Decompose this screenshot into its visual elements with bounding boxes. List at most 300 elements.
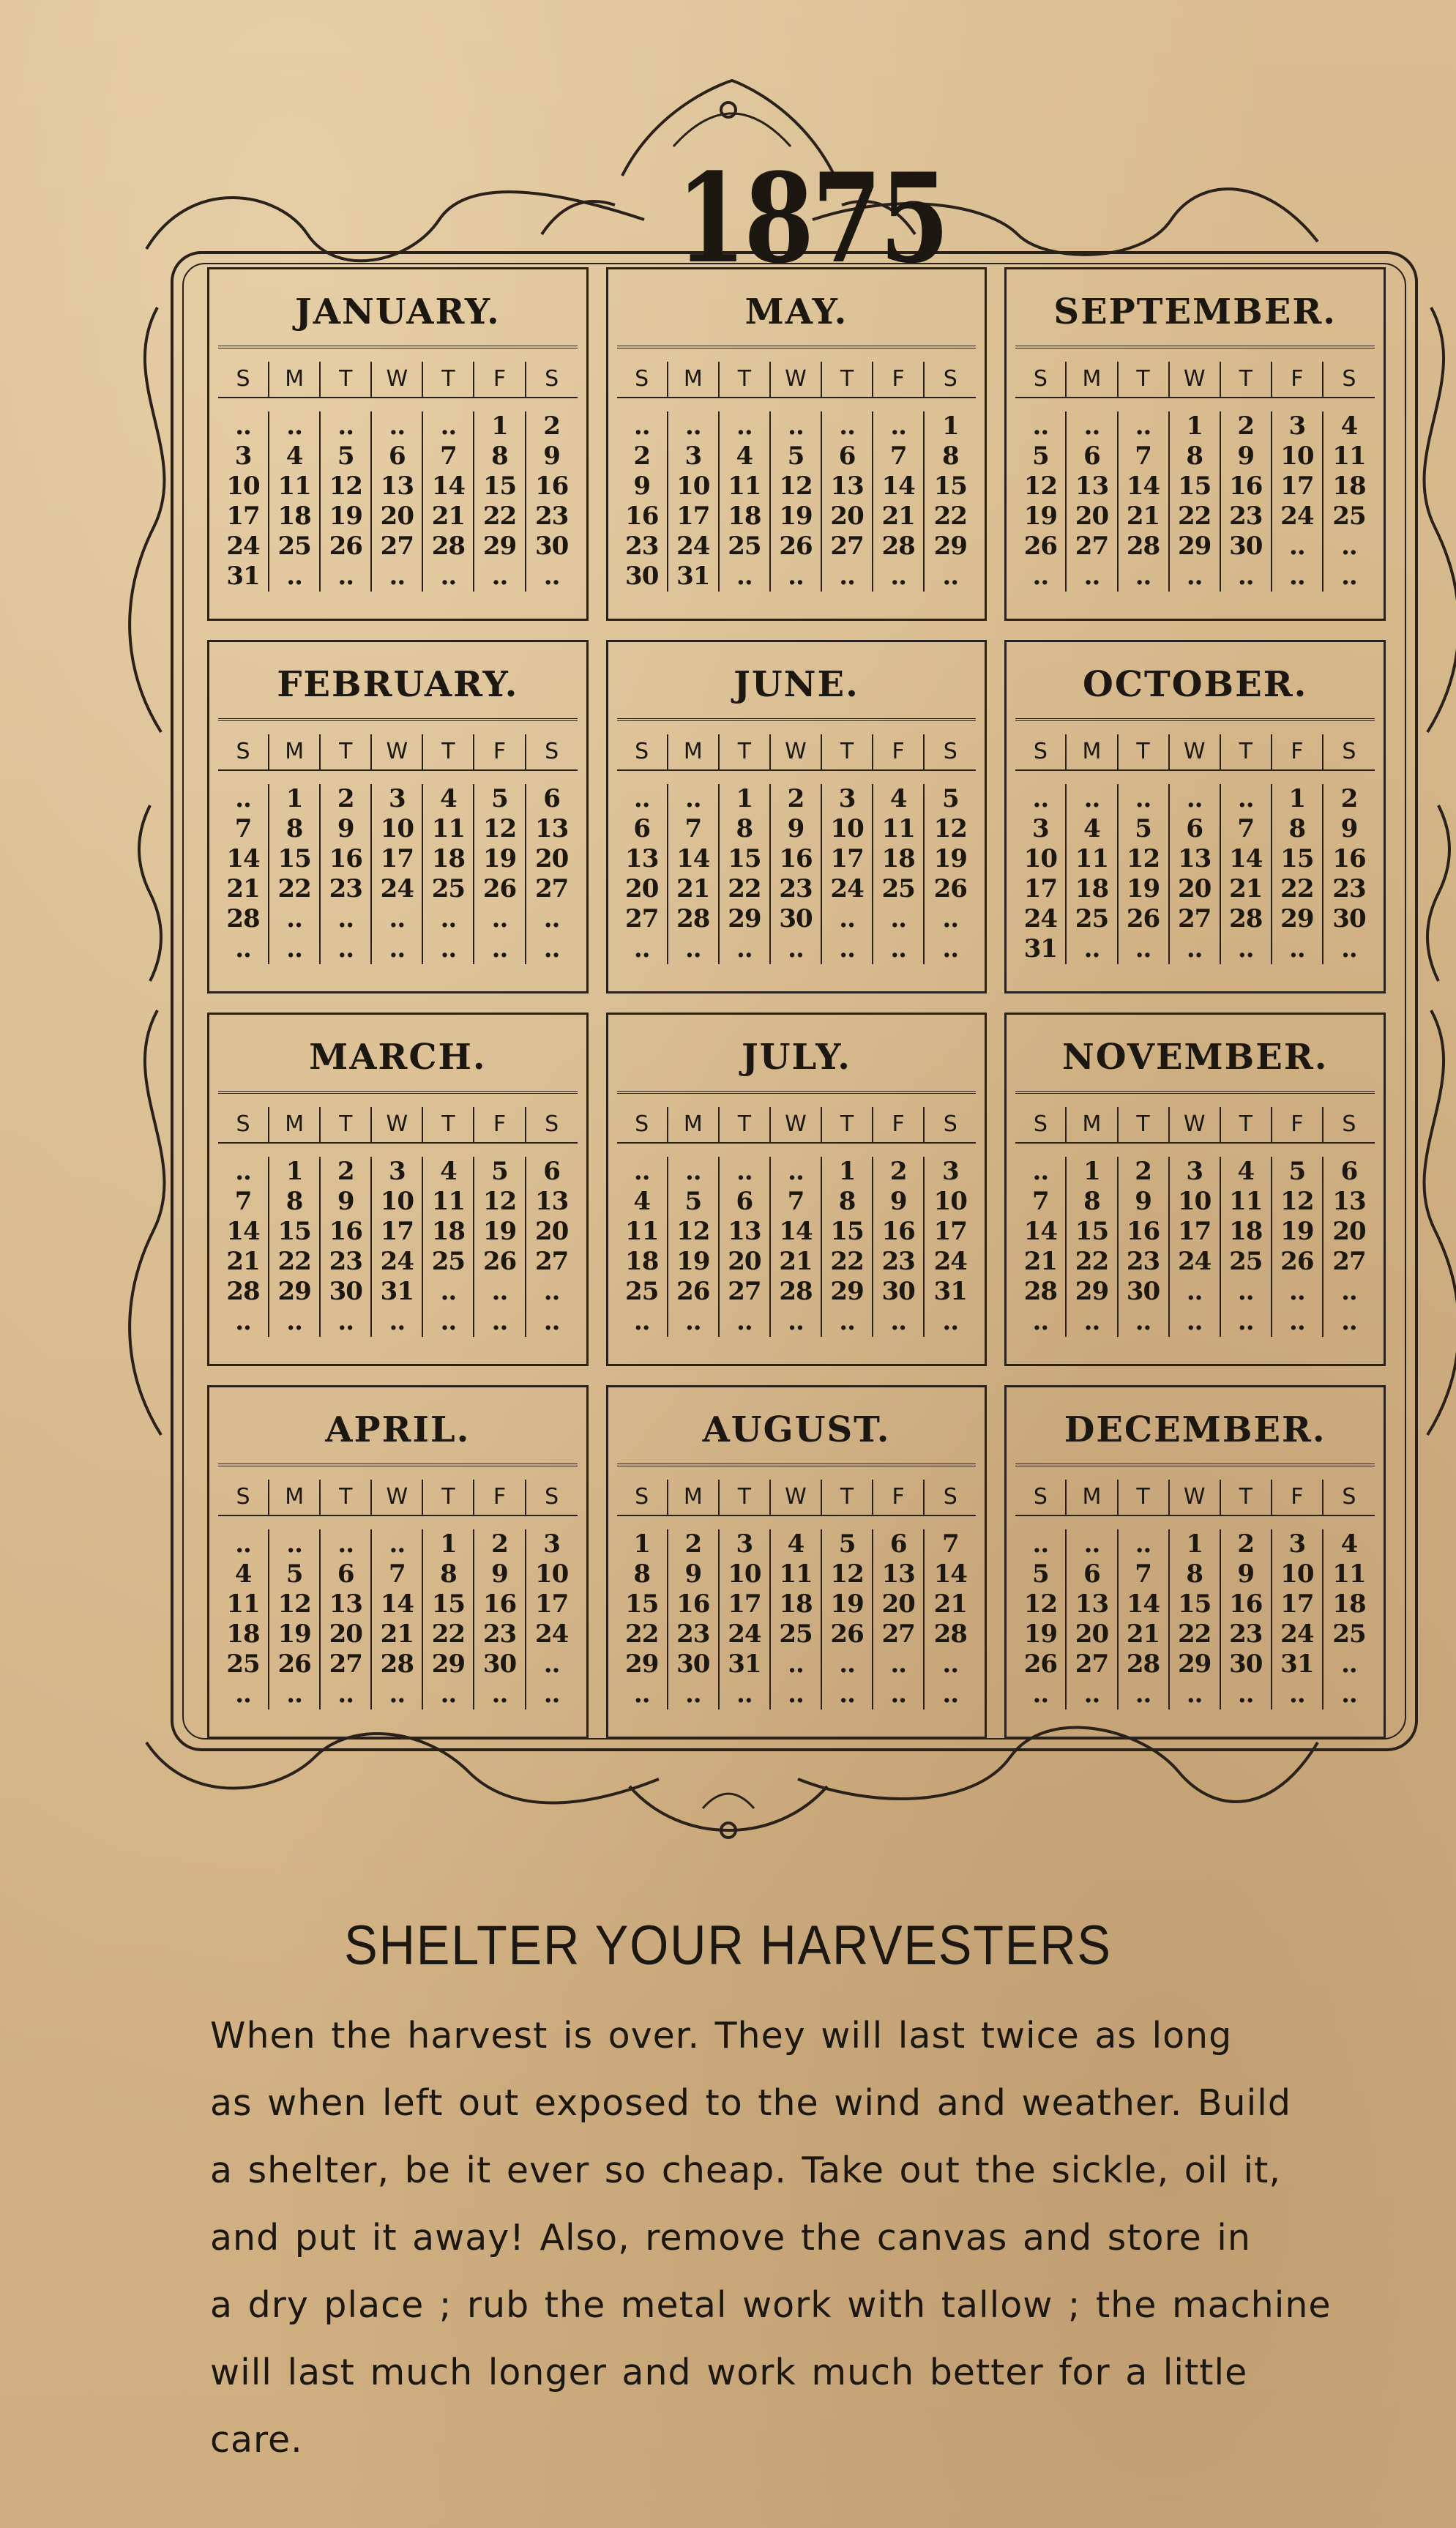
day-cell: .. — [771, 1679, 822, 1709]
day-cell: .. — [1015, 1157, 1067, 1187]
weekday-header: T — [321, 1107, 372, 1144]
weekday-header: T — [720, 734, 771, 771]
day-cell: 26 — [668, 1277, 720, 1307]
day-cell: 17 — [1170, 1217, 1221, 1247]
day-cell: 2 — [873, 1157, 925, 1187]
weekday-header: T — [720, 1480, 771, 1516]
day-cell: 16 — [1221, 1589, 1272, 1619]
weekday-header: S — [1324, 734, 1375, 771]
day-cell: 7 — [1015, 1187, 1067, 1217]
day-cell: 31 — [1015, 934, 1067, 964]
day-cell: 21 — [218, 1247, 269, 1277]
day-cell: 14 — [873, 471, 925, 502]
weekday-header: F — [1272, 1480, 1324, 1516]
weekday-header: W — [771, 1107, 822, 1144]
day-cell: 30 — [668, 1649, 720, 1679]
ad-line: as when left out exposed to the wind and weather. Build — [210, 2082, 1291, 2124]
day-cell: 20 — [822, 502, 873, 532]
day-cell: .. — [372, 904, 423, 934]
day-cell: 28 — [1015, 1277, 1067, 1307]
day-cell: 22 — [1170, 1619, 1221, 1649]
day-cell: 5 — [1015, 441, 1067, 471]
day-cell: .. — [1170, 934, 1221, 964]
day-cell: 27 — [1067, 532, 1118, 562]
day-cell: 20 — [534, 844, 569, 873]
weekday-header: W — [372, 734, 423, 771]
month-december — [1004, 1385, 1386, 1739]
day-cell: 28 — [1119, 532, 1170, 562]
day-cell: 13 — [372, 471, 423, 502]
weekday-header: T — [1221, 1107, 1272, 1144]
day-cell: .. — [822, 1649, 873, 1679]
day-cell: 18 — [771, 1589, 822, 1619]
day-cell: .. — [1119, 1679, 1170, 1709]
day-cell: .. — [423, 411, 474, 441]
day-cell: 19 — [933, 844, 967, 873]
day-cell: 29 — [933, 532, 967, 561]
day-cell: 10 — [372, 814, 423, 844]
day-cell: .. — [423, 562, 474, 592]
week-row — [617, 1247, 977, 1277]
day-cell: 2 — [1119, 1157, 1170, 1187]
week-row — [218, 814, 578, 844]
week-row — [617, 874, 977, 904]
day-cell: 4 — [771, 1529, 822, 1559]
week-row — [1015, 814, 1375, 844]
day-cell: 2 — [1340, 784, 1358, 813]
day-cell: 19 — [668, 1247, 720, 1277]
day-cell: .. — [474, 904, 526, 934]
day-cell: .. — [668, 1679, 720, 1709]
day-cell: 25 — [1332, 502, 1366, 531]
day-cell: 22 — [617, 1619, 668, 1649]
day-cell: 20 — [534, 1217, 569, 1246]
day-cell: 7 — [1119, 441, 1170, 471]
day-cell: 12 — [771, 471, 822, 502]
day-cell: .. — [1341, 1649, 1357, 1679]
month-name: DECEMBER. — [1015, 1396, 1375, 1466]
weekday-header: F — [1272, 362, 1324, 398]
day-cell: 26 — [933, 874, 967, 903]
day-cell: 22 — [423, 1619, 474, 1649]
weekday-header-row — [617, 734, 977, 771]
day-cell: .. — [771, 411, 822, 441]
day-cell: 8 — [1067, 1187, 1118, 1217]
day-cell: 20 — [720, 1247, 771, 1277]
day-cell: 22 — [822, 1247, 873, 1277]
day-cell: 23 — [1221, 1619, 1272, 1649]
day-cell: .. — [1067, 411, 1118, 441]
day-cell: 10 — [1272, 441, 1324, 471]
weekday-header: W — [771, 1480, 822, 1516]
day-cell: .. — [873, 411, 925, 441]
week-row — [218, 874, 578, 904]
day-cell: .. — [942, 934, 959, 963]
day-cell: .. — [873, 1649, 925, 1679]
day-cell: 31 — [668, 562, 720, 592]
day-cell: 15 — [1272, 844, 1324, 874]
day-cell: 10 — [1015, 844, 1067, 874]
day-cell: 8 — [1170, 441, 1221, 471]
day-cell: 29 — [474, 532, 526, 562]
day-cell: .. — [1272, 562, 1324, 592]
day-cell: 3 — [1170, 1157, 1221, 1187]
day-cell: 9 — [474, 1559, 526, 1589]
week-row — [218, 1649, 578, 1679]
day-cell: 1 — [720, 784, 771, 814]
day-cell: 21 — [668, 874, 720, 904]
day-cell: 17 — [1015, 874, 1067, 904]
week-row — [1015, 844, 1375, 874]
weekday-header: F — [873, 362, 925, 398]
day-cell: 3 — [1015, 814, 1067, 844]
weekday-header-row — [617, 362, 977, 398]
months-grid — [207, 267, 1386, 1739]
day-cell: 16 — [873, 1217, 925, 1247]
day-cell: 15 — [423, 1589, 474, 1619]
month-november — [1004, 1013, 1386, 1366]
weekday-header: M — [668, 362, 720, 398]
day-cell: .. — [218, 1307, 269, 1337]
day-cell: .. — [1221, 1679, 1272, 1709]
day-cell: 24 — [218, 532, 269, 562]
week-row — [1015, 1529, 1375, 1559]
day-cell: .. — [771, 1307, 822, 1337]
day-cell: 1 — [941, 411, 959, 441]
day-cell: 27 — [534, 1247, 569, 1276]
day-cell: 2 — [668, 1529, 720, 1559]
day-cell: .. — [321, 934, 372, 964]
day-cell: 12 — [668, 1217, 720, 1247]
day-cell: .. — [269, 1307, 321, 1337]
day-cell: .. — [321, 1529, 372, 1559]
day-cell: .. — [1221, 1277, 1272, 1307]
day-cell: 18 — [720, 502, 771, 532]
day-cell: .. — [1341, 1307, 1357, 1336]
ad-line: care. — [210, 2419, 303, 2461]
day-cell: 16 — [1221, 471, 1272, 502]
day-cell: 5 — [941, 784, 959, 813]
week-row — [218, 562, 578, 592]
week-row — [617, 1157, 977, 1187]
day-cell: 12 — [321, 471, 372, 502]
day-cell: 9 — [1221, 441, 1272, 471]
day-cell: 29 — [269, 1277, 321, 1307]
day-cell: 23 — [771, 874, 822, 904]
weekday-header-row — [1015, 1480, 1375, 1516]
weekday-header-row — [218, 734, 578, 771]
day-cell: 5 — [822, 1529, 873, 1559]
day-cell: 8 — [1272, 814, 1324, 844]
day-cell: 6 — [543, 1157, 560, 1186]
day-cell: 6 — [720, 1187, 771, 1217]
weekday-header: M — [269, 362, 321, 398]
day-cell: 26 — [1015, 532, 1067, 562]
day-cell: 3 — [372, 1157, 423, 1187]
day-cell: .. — [617, 1307, 668, 1337]
day-cell: 21 — [1015, 1247, 1067, 1277]
day-cell: 21 — [873, 502, 925, 532]
day-cell: .. — [218, 1679, 269, 1709]
day-cell: .. — [873, 562, 925, 592]
day-cell: .. — [269, 411, 321, 441]
day-cell: 31 — [218, 562, 269, 592]
day-cell: 29 — [1272, 904, 1324, 934]
day-cell: 1 — [269, 1157, 321, 1187]
day-cell: 28 — [423, 532, 474, 562]
day-cell: 22 — [269, 1247, 321, 1277]
day-cell: 24 — [534, 1619, 569, 1649]
week-row — [1015, 1277, 1375, 1307]
day-cell: 14 — [1119, 1589, 1170, 1619]
day-cell: .. — [218, 1529, 269, 1559]
day-cell: 21 — [1119, 1619, 1170, 1649]
weeks — [1015, 1516, 1375, 1729]
day-cell: 2 — [543, 411, 560, 441]
day-cell: 3 — [543, 1529, 560, 1559]
day-cell: 27 — [372, 532, 423, 562]
day-cell: 22 — [1272, 874, 1324, 904]
weekday-header: S — [1324, 1480, 1375, 1516]
day-cell: 24 — [1272, 1619, 1324, 1649]
weekday-header: T — [822, 1480, 873, 1516]
week-row — [617, 502, 977, 532]
day-cell: 9 — [668, 1559, 720, 1589]
day-cell: 4 — [423, 784, 474, 814]
month-april — [207, 1385, 589, 1739]
weekday-header: S — [617, 734, 668, 771]
day-cell: 25 — [269, 532, 321, 562]
weekday-header: W — [771, 734, 822, 771]
day-cell: .. — [321, 904, 372, 934]
week-row — [1015, 784, 1375, 814]
day-cell: 24 — [372, 1247, 423, 1277]
day-cell: 10 — [933, 1187, 967, 1216]
day-cell: 4 — [617, 1187, 668, 1217]
day-cell: 28 — [218, 1277, 269, 1307]
day-cell: .. — [269, 1529, 321, 1559]
week-row — [218, 441, 578, 471]
week-row — [218, 532, 578, 562]
day-cell: 19 — [1015, 502, 1067, 532]
day-cell: 1 — [269, 784, 321, 814]
week-row — [617, 411, 977, 441]
weekday-header-row — [1015, 362, 1375, 398]
day-cell: 8 — [941, 441, 959, 471]
week-row — [218, 1247, 578, 1277]
day-cell: 3 — [822, 784, 873, 814]
day-cell: 15 — [269, 844, 321, 874]
day-cell: 14 — [933, 1559, 967, 1589]
day-cell: 21 — [933, 1589, 967, 1619]
day-cell: 29 — [1170, 1649, 1221, 1679]
day-cell: 15 — [1170, 471, 1221, 502]
weeks — [617, 398, 977, 611]
day-cell: 10 — [218, 471, 269, 502]
weekday-header: M — [1067, 734, 1118, 771]
weekday-header: T — [321, 362, 372, 398]
day-cell: 1 — [822, 1157, 873, 1187]
day-cell: 15 — [720, 844, 771, 874]
day-cell: 23 — [1119, 1247, 1170, 1277]
day-cell: 12 — [1015, 1589, 1067, 1619]
day-cell: 13 — [534, 1187, 569, 1216]
ad-paragraph — [210, 2002, 1396, 2474]
day-cell: 30 — [534, 532, 569, 561]
day-cell: 1 — [474, 411, 526, 441]
day-cell: 28 — [1221, 904, 1272, 934]
day-cell: 20 — [321, 1619, 372, 1649]
day-cell: .. — [1341, 562, 1357, 591]
day-cell: 22 — [474, 502, 526, 532]
day-cell: 15 — [1170, 1589, 1221, 1619]
day-cell: 20 — [1170, 874, 1221, 904]
day-cell: .. — [1015, 784, 1067, 814]
weekday-header-row — [617, 1480, 977, 1516]
day-cell: 26 — [1015, 1649, 1067, 1679]
weekday-header: T — [1221, 1480, 1272, 1516]
week-row — [1015, 1217, 1375, 1247]
day-cell: 31 — [720, 1649, 771, 1679]
day-cell: 29 — [1170, 532, 1221, 562]
day-cell: .. — [942, 1307, 959, 1336]
weekday-header: W — [372, 1480, 423, 1516]
weekday-header: M — [269, 734, 321, 771]
weekday-header: S — [617, 362, 668, 398]
week-row — [1015, 1187, 1375, 1217]
day-cell: .. — [1341, 532, 1357, 561]
month-september — [1004, 267, 1386, 621]
day-cell: 14 — [218, 844, 269, 874]
day-cell: 4 — [873, 784, 925, 814]
day-cell: .. — [942, 1649, 959, 1679]
day-cell: .. — [873, 1307, 925, 1337]
day-cell: 16 — [1332, 844, 1366, 873]
weekday-header-row — [218, 1107, 578, 1144]
day-cell: 29 — [423, 1649, 474, 1679]
day-cell: .. — [423, 1277, 474, 1307]
week-row — [218, 502, 578, 532]
week-row — [617, 471, 977, 502]
day-cell: 15 — [474, 471, 526, 502]
day-cell: .. — [218, 934, 269, 964]
day-cell: 17 — [822, 844, 873, 874]
day-cell: 30 — [617, 562, 668, 592]
day-cell: 25 — [720, 532, 771, 562]
weekday-header: S — [526, 1480, 578, 1516]
day-cell: .. — [372, 411, 423, 441]
day-cell: 9 — [1340, 814, 1358, 843]
weekday-header: T — [321, 1480, 372, 1516]
day-cell: 6 — [1340, 1157, 1358, 1186]
day-cell: .. — [372, 1679, 423, 1709]
week-row — [617, 1187, 977, 1217]
day-cell: 21 — [771, 1247, 822, 1277]
day-cell: .. — [720, 934, 771, 964]
day-cell: .. — [822, 1307, 873, 1337]
day-cell: 27 — [1067, 1649, 1118, 1679]
month-name: JUNE. — [617, 651, 977, 721]
day-cell: 7 — [873, 441, 925, 471]
day-cell: 20 — [372, 502, 423, 532]
day-cell: 4 — [269, 441, 321, 471]
day-cell: 25 — [423, 874, 474, 904]
day-cell: 23 — [668, 1619, 720, 1649]
day-cell: 23 — [534, 502, 569, 531]
month-name: MARCH. — [218, 1023, 578, 1094]
weekday-header-row — [218, 362, 578, 398]
day-cell: .. — [873, 934, 925, 964]
weekday-header: S — [1324, 362, 1375, 398]
weekday-header: F — [474, 362, 526, 398]
day-cell: 18 — [1332, 1589, 1366, 1619]
weekday-header: M — [269, 1107, 321, 1144]
day-cell: 8 — [720, 814, 771, 844]
day-cell: 26 — [321, 532, 372, 562]
day-cell: 24 — [720, 1619, 771, 1649]
month-name: AUGUST. — [617, 1396, 977, 1466]
day-cell: .. — [1221, 784, 1272, 814]
weekday-header: F — [873, 1107, 925, 1144]
weekday-header: M — [269, 1480, 321, 1516]
day-cell: 24 — [933, 1247, 967, 1276]
day-cell: 23 — [321, 874, 372, 904]
day-cell: 2 — [1221, 411, 1272, 441]
day-cell: 25 — [1221, 1247, 1272, 1277]
day-cell: 12 — [1119, 844, 1170, 874]
weekday-header: T — [1221, 734, 1272, 771]
day-cell: 23 — [1332, 874, 1366, 903]
week-row — [617, 1619, 977, 1649]
day-cell: 26 — [474, 874, 526, 904]
day-cell: .. — [474, 934, 526, 964]
weekday-header: W — [372, 1107, 423, 1144]
day-cell: .. — [1170, 1277, 1221, 1307]
day-cell: .. — [822, 562, 873, 592]
week-row — [1015, 562, 1375, 592]
month-name: FEBRUARY. — [218, 651, 578, 721]
day-cell: 27 — [720, 1277, 771, 1307]
day-cell: 5 — [771, 441, 822, 471]
day-cell: 2 — [617, 441, 668, 471]
day-cell: 20 — [1332, 1217, 1366, 1246]
day-cell: 11 — [617, 1217, 668, 1247]
day-cell: 15 — [933, 471, 967, 501]
weekday-header: T — [720, 362, 771, 398]
weekday-header-row — [617, 1107, 977, 1144]
day-cell: 1 — [1170, 411, 1221, 441]
weekday-header: F — [474, 1107, 526, 1144]
day-cell: 15 — [617, 1589, 668, 1619]
day-cell: 5 — [474, 784, 526, 814]
day-cell: 25 — [423, 1247, 474, 1277]
week-row — [218, 411, 578, 441]
day-cell: .. — [617, 411, 668, 441]
day-cell: 15 — [822, 1217, 873, 1247]
day-cell: 24 — [822, 874, 873, 904]
week-row — [218, 1157, 578, 1187]
week-row — [218, 1307, 578, 1337]
day-cell: .. — [1119, 1529, 1170, 1559]
day-cell: 16 — [1119, 1217, 1170, 1247]
day-cell: 3 — [720, 1529, 771, 1559]
day-cell: 8 — [617, 1559, 668, 1589]
day-cell: .. — [771, 934, 822, 964]
day-cell: .. — [771, 1157, 822, 1187]
day-cell: 11 — [218, 1589, 269, 1619]
day-cell: 27 — [534, 874, 569, 903]
day-cell: .. — [668, 1157, 720, 1187]
